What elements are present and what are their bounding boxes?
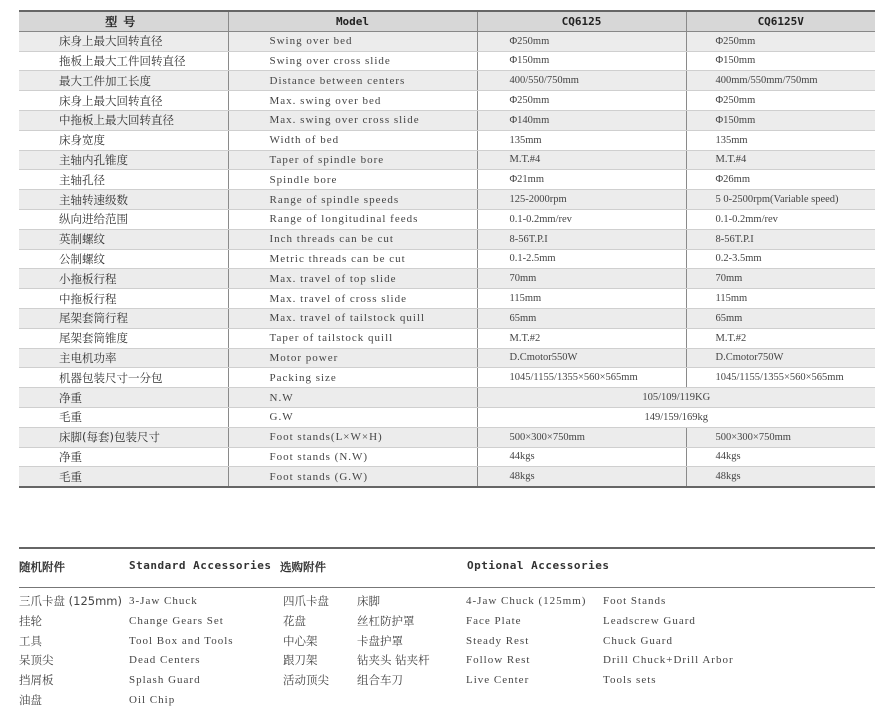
spec-row [19, 71, 875, 91]
standard-accessories-zh-list [19, 592, 122, 711]
spec-value-shared: 149/159/169kg [477, 407, 875, 427]
standard-accessories-en-heading: Standard Accessories [129, 559, 272, 572]
accessory-item: 组合车刀 [357, 673, 403, 688]
spec-label-zh: 床身宽度 [19, 130, 228, 150]
spec-label-zh: 尾架套筒行程 [19, 308, 228, 328]
spec-label-en: N.W [228, 388, 477, 408]
spec-label-en: Swing over bed [228, 31, 477, 51]
spec-label-zh: 净重 [19, 447, 228, 467]
spec-label-zh: 机器包装尺寸一分包 [19, 368, 228, 388]
spec-value-cq6125: M.T.#2 [477, 328, 686, 348]
spec-value-cq6125v: 135mm [686, 130, 875, 150]
spec-label-en: Inch threads can be cut [228, 229, 477, 249]
spec-label-en: Max. swing over cross slide [228, 110, 477, 130]
spec-label-en: Max. travel of cross slide [228, 289, 477, 309]
header-cq6125: CQ6125 [477, 11, 686, 31]
spec-value-cq6125v: 400mm/550mm/750mm [686, 71, 875, 91]
spec-value-cq6125v: Φ26mm [686, 170, 875, 190]
spec-value-cq6125: Φ21mm [477, 170, 686, 190]
accessory-item: 油盘 [19, 692, 42, 707]
spec-row [19, 427, 875, 447]
spec-label-zh: 尾架套筒锥度 [19, 328, 228, 348]
accessory-item: 工具 [19, 633, 42, 648]
spec-value-cq6125v: Φ250mm [686, 31, 875, 51]
header-model-en: Model [228, 11, 477, 31]
spec-value-cq6125: Φ250mm [477, 91, 686, 111]
spec-label-en: Swing over cross slide [228, 51, 477, 71]
spec-value-cq6125v: 115mm [686, 289, 875, 309]
spec-value-cq6125v: 70mm [686, 269, 875, 289]
spec-value-cq6125v: 44kgs [686, 447, 875, 467]
spec-value-shared: 105/109/119KG [477, 388, 875, 408]
accessory-item: 挡屑板 [19, 673, 54, 688]
spec-label-zh: 中拖板行程 [19, 289, 228, 309]
accessory-item: 卡盘护罩 [357, 633, 403, 648]
spec-value-cq6125: 8-56T.P.I [477, 229, 686, 249]
spec-label-zh: 主轴孔径 [19, 170, 228, 190]
spec-label-en: Taper of tailstock quill [228, 328, 477, 348]
accessory-item: Steady Rest [466, 634, 530, 647]
spec-label-zh: 毛重 [19, 467, 228, 487]
spec-label-en: Distance between centers [228, 71, 477, 91]
accessory-item: 钻夹头 钻夹杆 [357, 653, 430, 668]
spec-value-cq6125v: 65mm [686, 308, 875, 328]
spec-value-cq6125v: 8-56T.P.I [686, 229, 875, 249]
spec-value-cq6125: 1045/1155/1355×560×565mm [477, 368, 686, 388]
optional-accessories-en-list-1 [466, 592, 586, 691]
spec-row [19, 388, 875, 408]
spec-label-zh: 最大工件加工长度 [19, 71, 228, 91]
accessory-item: Chuck Guard [603, 634, 673, 647]
accessory-item: 挂轮 [19, 613, 42, 628]
spec-label-zh: 小拖板行程 [19, 269, 228, 289]
optional-accessories-zh-heading: 选购附件 [280, 560, 326, 574]
spec-label-zh: 主轴转速级数 [19, 190, 228, 210]
spec-value-cq6125: 125-2000rpm [477, 190, 686, 210]
spec-row [19, 269, 875, 289]
spec-value-cq6125v: M.T.#4 [686, 150, 875, 170]
spec-label-en: Metric threads can be cut [228, 249, 477, 269]
spec-value-cq6125: 500×300×750mm [477, 427, 686, 447]
spec-row [19, 348, 875, 368]
accessory-item: 三爪卡盘 (125mm) [19, 594, 122, 608]
spec-value-cq6125v: Φ250mm [686, 91, 875, 111]
spec-label-en: Spindle bore [228, 170, 477, 190]
spec-label-en: Range of longitudinal feeds [228, 209, 477, 229]
spec-value-cq6125: 70mm [477, 269, 686, 289]
spec-value-cq6125: D.Cmotor550W [477, 348, 686, 368]
spec-row [19, 51, 875, 71]
spec-table-body [19, 11, 875, 487]
spec-row [19, 447, 875, 467]
header-model-zh: 型号 [19, 11, 228, 31]
spec-value-cq6125v: 48kgs [686, 467, 875, 487]
spec-label-en: Max. travel of tailstock quill [228, 308, 477, 328]
accessory-item: Leadscrew Guard [603, 614, 696, 627]
spec-value-cq6125: 48kgs [477, 467, 686, 487]
accessory-item: 中心架 [283, 633, 318, 648]
accessory-item: Follow Rest [466, 654, 531, 667]
spec-label-en: Max. travel of top slide [228, 269, 477, 289]
spec-label-en: Taper of spindle bore [228, 150, 477, 170]
spec-value-cq6125: 0.1-2.5mm [477, 249, 686, 269]
accessory-item: 4-Jaw Chuck (125mm) [466, 595, 587, 607]
accessory-item: 活动顶尖 [283, 673, 329, 688]
accessory-item: 呆顶尖 [19, 653, 54, 668]
accessory-item: Oil Chip [129, 693, 176, 706]
spec-row [19, 209, 875, 229]
spec-value-cq6125: Φ250mm [477, 31, 686, 51]
spec-label-en: Width of bed [228, 130, 477, 150]
spec-label-zh: 中拖板上最大回转直径 [19, 110, 228, 130]
spec-value-cq6125: 44kgs [477, 447, 686, 467]
spec-value-cq6125: M.T.#4 [477, 150, 686, 170]
spec-row [19, 308, 875, 328]
spec-label-zh: 拖板上最大工件回转直径 [19, 51, 228, 71]
accessory-item: Tool Box and Tools [129, 634, 234, 647]
spec-row [19, 130, 875, 150]
accessory-item: Drill Chuck+Drill Arbor [603, 654, 734, 667]
standard-accessories-zh-heading: 随机附件 [19, 560, 65, 574]
accessory-item: Tools sets [603, 674, 657, 687]
spec-value-cq6125v: Φ150mm [686, 110, 875, 130]
spec-value-cq6125: 115mm [477, 289, 686, 309]
spec-label-en: Max. swing over bed [228, 91, 477, 111]
spec-label-en: Range of spindle speeds [228, 190, 477, 210]
spec-label-zh: 床脚(每套)包装尺寸 [19, 427, 228, 447]
spec-label-zh: 净重 [19, 388, 228, 408]
spec-value-cq6125v: 0.1-0.2mm/rev [686, 209, 875, 229]
accessory-item: Face Plate [466, 614, 522, 627]
accessory-item: Splash Guard [129, 674, 201, 687]
standard-accessories-en-list [129, 592, 234, 711]
spec-label-en: Foot stands(L×W×H) [228, 427, 477, 447]
optional-accessories-zh-list-1 [283, 592, 329, 691]
spec-label-zh: 主轴内孔锥度 [19, 150, 228, 170]
accessory-item: 丝杠防护罩 [357, 613, 415, 628]
spec-label-en: Packing size [228, 368, 477, 388]
spec-label-zh: 纵向进给范围 [19, 209, 228, 229]
spec-label-zh: 主电机功率 [19, 348, 228, 368]
accessory-item: Dead Centers [129, 654, 201, 667]
spec-value-cq6125v: M.T.#2 [686, 328, 875, 348]
spec-label-en: Foot stands (N.W) [228, 447, 477, 467]
spec-label-zh: 毛重 [19, 407, 228, 427]
spec-value-cq6125v: 1045/1155/1355×560×565mm [686, 368, 875, 388]
header-cq6125v: CQ6125V [686, 11, 875, 31]
accessory-item: Live Center [466, 674, 530, 687]
spec-value-cq6125v: D.Cmotor750W [686, 348, 875, 368]
spec-row [19, 31, 875, 51]
accessory-item: Foot Stands [603, 595, 667, 607]
spec-value-cq6125: 135mm [477, 130, 686, 150]
spec-row [19, 289, 875, 309]
spec-label-zh: 床身上最大回转直径 [19, 91, 228, 111]
accessory-item: 床脚 [357, 594, 380, 608]
accessory-item: 跟刀架 [283, 653, 318, 668]
optional-accessories-zh-list-2 [357, 592, 430, 691]
accessory-item: Change Gears Set [129, 614, 224, 627]
spec-value-cq6125v: 500×300×750mm [686, 427, 875, 447]
spec-value-cq6125v: 0.2-3.5mm [686, 249, 875, 269]
accessory-item: 花盘 [283, 613, 306, 628]
spec-value-cq6125: 400/550/750mm [477, 71, 686, 91]
spec-row [19, 91, 875, 111]
accessories-header [19, 547, 875, 588]
spec-row [19, 229, 875, 249]
spec-value-cq6125v: 5 0-2500rpm(Variable speed) [686, 190, 875, 210]
spec-row [19, 249, 875, 269]
accessories-body [19, 588, 875, 718]
spec-label-zh: 床身上最大回转直径 [19, 31, 228, 51]
optional-accessories-en-list-2 [603, 592, 734, 691]
spec-label-zh: 英制螺纹 [19, 229, 228, 249]
spec-row [19, 328, 875, 348]
accessories-section [19, 547, 875, 718]
spec-label-en: G.W [228, 407, 477, 427]
spec-value-cq6125: Φ150mm [477, 51, 686, 71]
spec-row [19, 190, 875, 210]
spec-row [19, 407, 875, 427]
spec-row [19, 170, 875, 190]
spec-table [19, 10, 875, 488]
spec-value-cq6125: Φ140mm [477, 110, 686, 130]
spec-table-header [19, 11, 875, 31]
spec-row [19, 110, 875, 130]
accessory-item: 四爪卡盘 [283, 594, 329, 608]
spec-value-cq6125v: Φ150mm [686, 51, 875, 71]
optional-accessories-en-heading: Optional Accessories [467, 559, 610, 572]
spec-row [19, 150, 875, 170]
spec-value-cq6125: 0.1-0.2mm/rev [477, 209, 686, 229]
spec-row [19, 467, 875, 487]
spec-row [19, 368, 875, 388]
spec-value-cq6125: 65mm [477, 308, 686, 328]
spec-label-en: Foot stands (G.W) [228, 467, 477, 487]
spec-label-zh: 公制螺纹 [19, 249, 228, 269]
spec-label-en: Motor power [228, 348, 477, 368]
accessory-item: 3-Jaw Chuck [129, 595, 198, 607]
